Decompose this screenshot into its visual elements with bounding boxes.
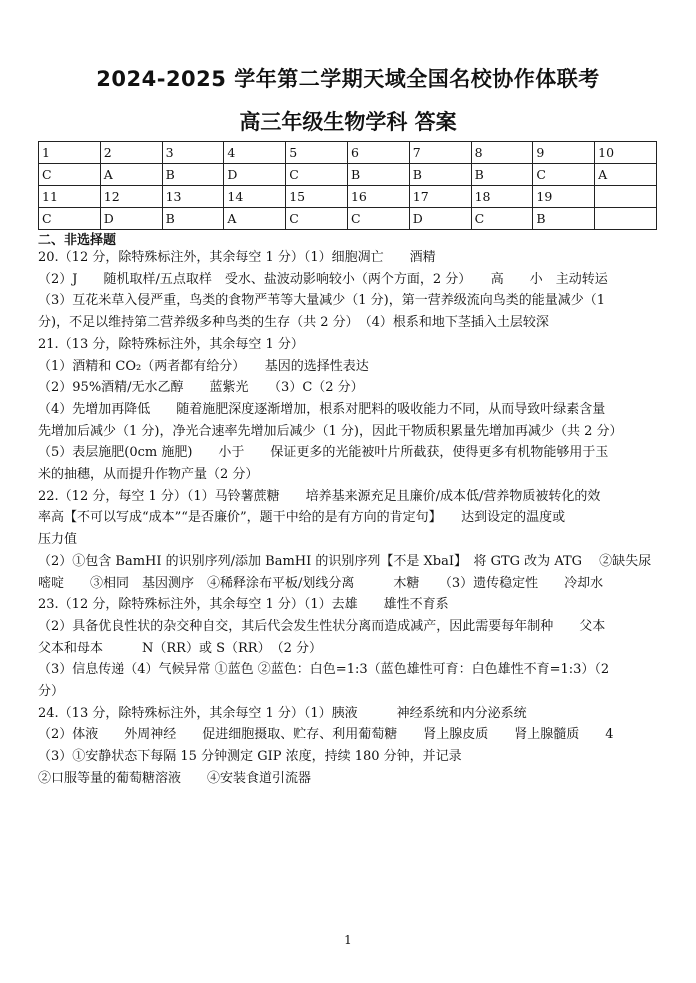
answer-line: （2）95%酒精/无水乙醇 蓝紫光 （3）C（2 分） [38,380,364,396]
answer-cell: D [409,208,471,230]
answer-cell: C [39,164,101,186]
page-number: 1 [344,933,352,947]
question-number-cell: 12 [100,186,162,208]
answer-cell: A [100,164,162,186]
question-number-cell: 10 [595,142,657,164]
answer-cell: B [409,164,471,186]
page-title: 2024-2025 学年第二学期天域全国名校协作体联考 [96,67,600,91]
question-number-cell: 15 [286,186,348,208]
answer-cell [595,208,657,230]
question-number-row [39,142,657,164]
answer-line: （3）信息传递（4）气候异常 ①蓝色 ②蓝色：白色=1:3（蓝色雄性可育：白色雄性不育=1:3）（2 [38,662,610,678]
question-number-cell: 9 [533,142,595,164]
question-number-row [39,186,657,208]
answer-row [39,164,657,186]
question-number-cell: 11 [39,186,101,208]
answer-line: 父本和母本 N（RR）或 S（RR） （2 分） [38,640,322,656]
question-number-cell: 19 [533,186,595,208]
answer-line: （1）酒精和 CO₂（两者都有给分） 基因的选择性表达 [38,358,369,374]
section-heading: 二、非选择题 [38,233,117,248]
question-number-cell [595,186,657,208]
answer-cell: A [224,208,286,230]
answer-cell: C [39,208,101,230]
answer-row [39,208,657,230]
question-number-cell: 1 [39,142,101,164]
question-number-cell: 4 [224,142,286,164]
answer-line: 率高【不可以写成“成本”“是否廉价”，题干中给的是有方向的肯定句】 达到设定的温度或 [38,510,566,526]
answer-line: （3）互花米草入侵严重，鸟类的食物严苇等大量减少（1 分)，第一营养级流向鸟类的能量减少（1 [38,293,606,309]
answer-line: 20.（12 分，除特殊标注外，其余每空 1 分）（1）细胞凋亡 酒精 [38,250,436,265]
answer-cell: C [286,208,348,230]
answer-line: （4）先增加再降低 随着施肥深度逐渐增加，根系对肥料的吸收能力不同，从而导致叶绿素含量 [38,401,606,417]
answer-cell: C [286,164,348,186]
question-number-cell: 6 [347,142,409,164]
answer-line: 分） [38,684,65,700]
answer-line: 先增加后减少（1 分)，净光合速率先增加后减少（1 分)，因此干物质积累量先增加再减少（共 2 分） [38,423,623,439]
answer-line: 米的抽穗，从而提升作物产量（2 分） [38,467,259,483]
answer-line: ②口服等量的葡萄糖溶液 ④安装食道引流器 [38,770,312,786]
question-number-cell: 7 [409,142,471,164]
answer-line: （2）①包含 BamHI 的识别序列/添加 BamHI 的识别序列【不是 XbaI】 将 GTG 改为 ATG ②缺失尿 [38,553,652,569]
question-number-cell: 8 [471,142,533,164]
answer-body [38,247,658,790]
question-number-cell: 13 [162,186,224,208]
answer-cell: C [471,208,533,230]
question-number-cell: 17 [409,186,471,208]
answer-cell: B [533,208,595,230]
answer-cell: A [595,164,657,186]
answer-line: 23.（12 分，除特殊标注外，其余每空 1 分）（1）去雄 雄性不育系 [38,597,449,613]
answer-line: （5）表层施肥(0cm 施肥) 小于 保证更多的光能被叶片所截获，使得更多有机物能够用于玉 [38,445,609,461]
question-number-cell: 3 [162,142,224,164]
question-number-cell: 5 [286,142,348,164]
question-number-cell: 18 [471,186,533,208]
answer-cell: C [533,164,595,186]
answer-line: （2）J 随机取样/五点取样 受水、盐波动影响较小（两个方面，2 分） 高 小 主动转运 [38,271,608,287]
answer-line: 22.（12 分，每空 1 分）（1）马铃薯蔗糖 培养基来源充足且廉价/成本低/营养物质被转化的效 [38,488,601,504]
answer-line: 24.（13 分，除特殊标注外，其余每空 1 分）（1）胰液 神经系统和内分泌系统 [38,705,527,721]
question-number-cell: 2 [100,142,162,164]
answer-line: 分)，不足以维持第二营养级多种鸟类的生存（共 2 分） （4）根系和地下茎插入土层较深 [38,315,549,331]
page-subtitle: 高三年级生物学科 答案 [239,110,457,134]
answer-table [38,141,657,230]
answer-cell: B [162,164,224,186]
answer-cell: B [347,164,409,186]
answer-line: 嘧啶 ③相同 基因测序 ④稀释涂布平板/划线分离 木糖 （3）遗传稳定性 冷却水 [38,575,604,591]
answer-line: 21.（13 分，除特殊标注外，其余每空 1 分） [38,336,304,352]
question-number-cell: 14 [224,186,286,208]
answer-line: （3）①安静状态下每隔 15 分钟测定 GIP 浓度，持续 180 分钟，并记录 [38,749,462,765]
answer-cell: B [471,164,533,186]
answer-line: （2）具备优良性状的杂交种自交，其后代会发生性状分离而造成减产，因此需要每年制种 父本 [38,618,606,634]
answer-line: 压力值 [38,532,78,548]
answer-cell: D [224,164,286,186]
answer-line: （2）体液 外周神经 促进细胞摄取、贮存、利用葡萄糖 肾上腺皮质 肾上腺髓质 4 [38,727,614,743]
answer-cell: C [347,208,409,230]
question-number-cell: 16 [347,186,409,208]
answer-cell: D [100,208,162,230]
answer-cell: B [162,208,224,230]
